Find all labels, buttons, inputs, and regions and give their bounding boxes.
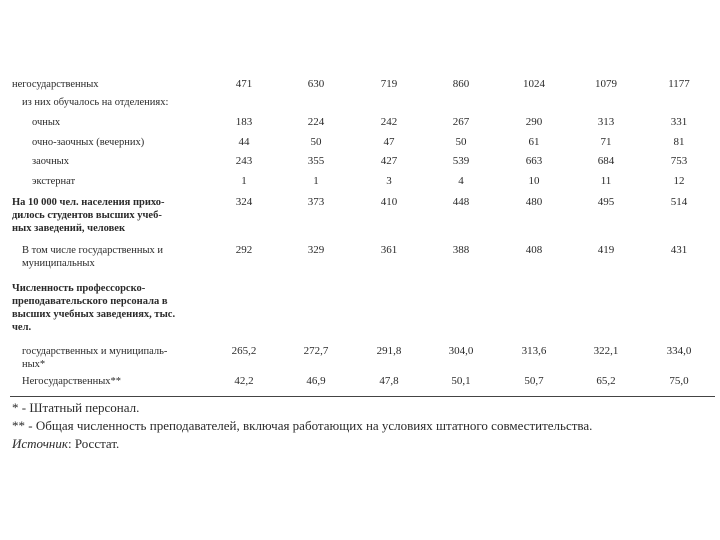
row-label: Численность профессорско- bbox=[12, 283, 146, 294]
table-cell: 4 bbox=[458, 175, 464, 187]
table-row bbox=[0, 78, 720, 96]
table-cell: 471 bbox=[235, 78, 253, 90]
table-cell: 334,0 bbox=[666, 345, 692, 357]
table-cell: 427 bbox=[380, 155, 398, 167]
table-cell: 50,7 bbox=[524, 375, 544, 387]
table-cell: 1 bbox=[241, 175, 247, 187]
table-cell: 1079 bbox=[595, 78, 617, 90]
table-cell: 50 bbox=[455, 136, 467, 148]
source-value: : Росстат. bbox=[67, 436, 120, 451]
row-label: В том числе государственных и bbox=[22, 245, 163, 256]
table-cell: 448 bbox=[452, 196, 470, 208]
table-cell: 322,1 bbox=[593, 345, 619, 357]
table-row bbox=[0, 282, 720, 333]
table-cell: 46,9 bbox=[306, 375, 326, 387]
row-label: очно-заочных (вечерних) bbox=[32, 137, 145, 148]
footnote-source bbox=[12, 436, 119, 452]
row-label: заочных bbox=[32, 156, 69, 167]
table-cell: 272,7 bbox=[303, 345, 329, 357]
table-cell: 684 bbox=[597, 155, 615, 167]
table-cell: 480 bbox=[525, 196, 543, 208]
row-label: муниципальных bbox=[22, 258, 95, 269]
table-cell: 1024 bbox=[523, 78, 545, 90]
table-row bbox=[0, 345, 720, 370]
table-cell: 242 bbox=[380, 116, 398, 128]
table-cell: 1 bbox=[313, 175, 319, 187]
footnote-staff: * - Штатный персонал. bbox=[12, 400, 140, 415]
table-cell: 361 bbox=[380, 244, 398, 256]
table-cell: 419 bbox=[597, 244, 615, 256]
table-cell: 50 bbox=[310, 136, 322, 148]
table-row bbox=[0, 96, 720, 114]
table-cell: 860 bbox=[452, 78, 470, 90]
table-cell: 331 bbox=[670, 116, 688, 128]
table-cell: 753 bbox=[670, 155, 688, 167]
table-cell: 304,0 bbox=[448, 345, 474, 357]
table-row bbox=[0, 196, 720, 234]
table-cell: 313,6 bbox=[521, 345, 547, 357]
table-cell: 410 bbox=[380, 196, 398, 208]
row-label: На 10 000 чел. населения прихо- bbox=[12, 197, 165, 208]
table-cell: 388 bbox=[452, 244, 470, 256]
table-cell: 408 bbox=[525, 244, 543, 256]
table-cell: 355 bbox=[307, 155, 325, 167]
table-cell: 75,0 bbox=[669, 375, 689, 387]
table-cell: 12 bbox=[673, 175, 685, 187]
row-label: дилось студентов высших учеб- bbox=[12, 210, 162, 221]
row-label: ных заведений, человек bbox=[12, 223, 125, 234]
row-label: из них обучалось на отделениях: bbox=[22, 97, 169, 108]
table-cell: 183 bbox=[235, 116, 253, 128]
table-cell: 10 bbox=[528, 175, 540, 187]
table-cell: 50,1 bbox=[451, 375, 471, 387]
table-cell: 431 bbox=[670, 244, 688, 256]
table-row bbox=[0, 244, 720, 269]
row-label: негосударственных bbox=[12, 79, 99, 90]
table-cell: 243 bbox=[235, 155, 253, 167]
table-cell: 71 bbox=[600, 136, 612, 148]
table-cell: 11 bbox=[600, 175, 612, 187]
table-cell: 224 bbox=[307, 116, 325, 128]
table-cell: 47,8 bbox=[379, 375, 399, 387]
table-cell: 65,2 bbox=[596, 375, 616, 387]
table-row bbox=[0, 116, 720, 134]
footnote-total: ** - Общая численность преподавателей, включая работающих на условиях штатного совместительства. bbox=[12, 418, 593, 433]
table-cell: 329 bbox=[307, 244, 325, 256]
table-row bbox=[0, 375, 720, 393]
row-label: преподавательского персонала в bbox=[12, 296, 168, 307]
table-cell: 514 bbox=[670, 196, 688, 208]
table-cell: 267 bbox=[452, 116, 470, 128]
table-cell: 290 bbox=[525, 116, 543, 128]
table-cell: 3 bbox=[386, 175, 392, 187]
row-label: государственных и муниципаль- bbox=[22, 346, 168, 357]
row-label: чел. bbox=[12, 322, 32, 333]
table-cell: 373 bbox=[307, 196, 325, 208]
table-row bbox=[0, 175, 720, 193]
table-cell: 630 bbox=[307, 78, 325, 90]
table-cell: 42,2 bbox=[234, 375, 254, 387]
table-cell: 324 bbox=[235, 196, 253, 208]
source-label: Источник bbox=[12, 436, 68, 451]
row-label: очных bbox=[32, 117, 61, 128]
row-label: Негосударственных** bbox=[22, 376, 122, 387]
table-bottom-rule bbox=[10, 396, 715, 397]
table-cell: 719 bbox=[380, 78, 398, 90]
table-cell: 1177 bbox=[668, 78, 690, 90]
table-row bbox=[0, 155, 720, 173]
table-cell: 539 bbox=[452, 155, 470, 167]
table-cell: 292 bbox=[235, 244, 253, 256]
row-label: ных* bbox=[22, 359, 46, 370]
table-cell: 81 bbox=[673, 136, 685, 148]
table-cell: 47 bbox=[383, 136, 395, 148]
table-row bbox=[0, 136, 720, 154]
table-cell: 61 bbox=[528, 136, 540, 148]
table-cell: 44 bbox=[238, 136, 250, 148]
table-cell: 265,2 bbox=[231, 345, 257, 357]
row-label: экстернат bbox=[32, 176, 76, 187]
table-cell: 291,8 bbox=[376, 345, 402, 357]
table-cell: 495 bbox=[597, 196, 615, 208]
table-cell: 663 bbox=[525, 155, 543, 167]
row-label: высших учебных заведениях, тыс. bbox=[12, 309, 176, 320]
table-cell: 313 bbox=[597, 116, 615, 128]
